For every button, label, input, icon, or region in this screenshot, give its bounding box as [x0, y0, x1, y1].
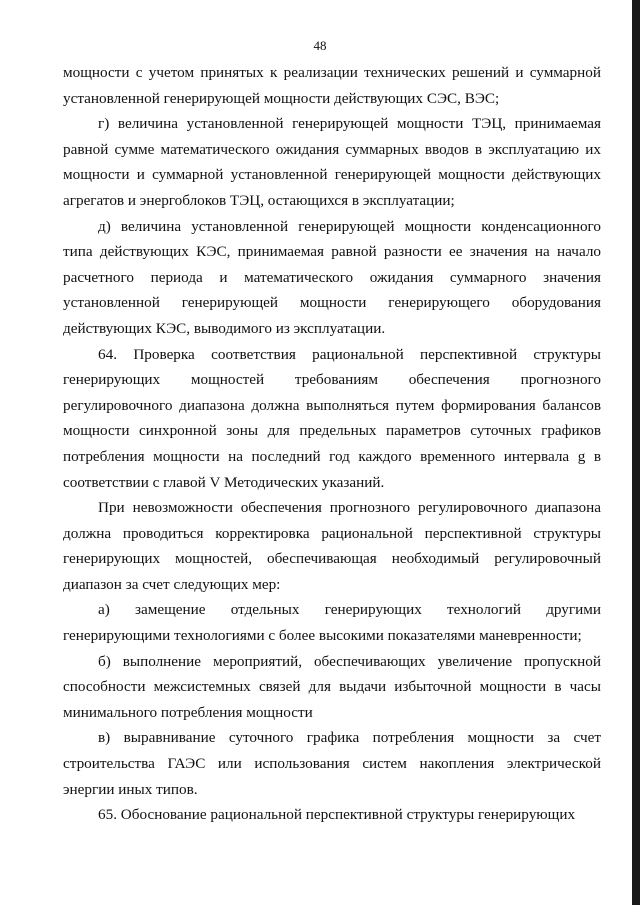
paragraph-item-g: г) величина установленной генерирующей мощности ТЭЦ, принимаемая равной сумме математического ожидания суммарных вводов в эксплуатацию их мощности и суммарной установленной генерирующей мощности действующих агрегатов и энергоблоков ТЭЦ, остающихся в эксплуатации;	[63, 115, 601, 209]
scan-edge	[632, 0, 640, 905]
paragraph-continuation: мощности с учетом принятых к реализации технических решений и суммарной установленной генерирующей мощности действующих СЭС, ВЭС;	[63, 64, 601, 107]
paragraph-measures-intro: При невозможности обеспечения прогнозного регулировочного диапазона должна проводиться корректировка рациональной перспективной структуры генерирующих мощностей, обеспечивающая необходимый регулировочный диапазон за счет следующих мер:	[63, 499, 601, 593]
paragraph-measure-b: б) выполнение мероприятий, обеспечивающих увеличение пропускной способности межсистемных связей для выдачи избыточной мощности в часы минимального потребления мощности	[63, 652, 601, 721]
paragraph-measure-a: а) замещение отдельных генерирующих технологий другими генерирующими технологиями с более высокими показателями маневренности;	[63, 601, 601, 645]
page-number: 48	[313, 38, 327, 53]
paragraph-clause-64: 64. Проверка соответствия рациональной перспективной структуры генерирующих мощностей требованиям обеспечения прогнозного регулировочного диапазона должна выполняться путем формирования балансов мощности синхронной зоны для предельных параметров суточных графиков потребления мощности на последний год каждого временного интервала g в соответствии с главой V Методических указаний.	[63, 345, 601, 491]
document-body	[63, 60, 601, 828]
paragraph-item-d: д) величина установленной генерирующей мощности конденсационного типа действующих КЭС, принимаемая равной разности ее значения на начало расчетного периода и математического ожидания суммарного значения установленной генерирующей мощности генерирующего оборудования действующих КЭС, выводимого из эксплуатации.	[63, 217, 601, 337]
paragraph-clause-65: 65. Обоснование рациональной перспективной структуры генерирующих	[98, 806, 576, 824]
paragraph-measure-v: в) выравнивание суточного графика потребления мощности за счет строительства ГАЭС или использования систем накопления электрической энергии иных типов.	[63, 729, 601, 798]
